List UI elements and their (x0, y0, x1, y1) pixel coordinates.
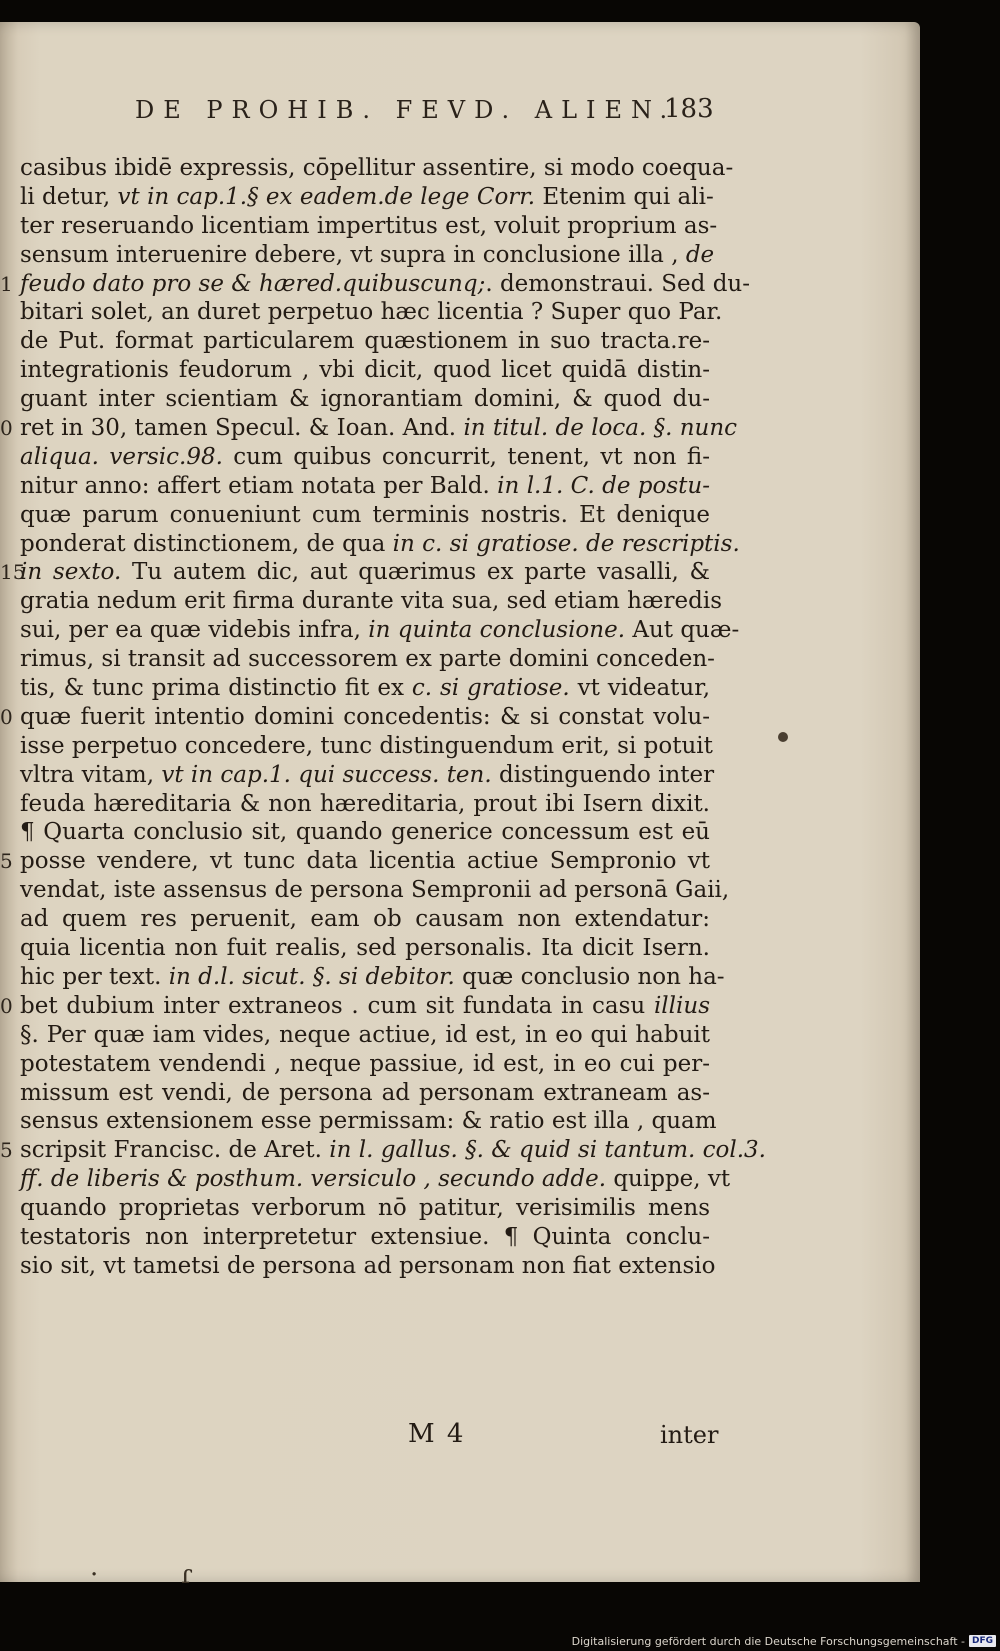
margin-line-number: 0 (0, 416, 13, 441)
italic-citation: in sexto. (20, 559, 122, 586)
roman-text: vendat, iste assensus de persona Sempronii ad personā Gaii, (20, 877, 730, 904)
text-line (0, 1136, 766, 1165)
text-line (20, 443, 710, 472)
text-line (0, 270, 751, 299)
roman-text: Etenim qui ali- (535, 183, 714, 210)
roman-text: distinguendo inter (491, 761, 715, 788)
text-line (20, 530, 740, 559)
italic-citation: vt in cap.1. qui success. ten. (161, 761, 492, 788)
roman-text: quæ parum conueniunt cum terminis nostris. Et denique (20, 501, 710, 528)
text-line (20, 1079, 710, 1108)
margin-line-number: 5 (0, 1138, 13, 1163)
text-line (20, 327, 710, 356)
text-line (0, 414, 738, 443)
dfg-logo: DFG (969, 1635, 996, 1647)
margin-line-number: 1 (0, 271, 13, 296)
italic-citation: in quinta conclusione. (368, 617, 626, 644)
text-line (20, 472, 710, 501)
text-line (20, 761, 715, 790)
roman-text: tis, & tunc prima distinctio fit ex (20, 675, 412, 702)
book-page (0, 22, 920, 1590)
signature-mark: M 4 (408, 1419, 466, 1449)
page-specks: · ɾ (90, 1560, 193, 1590)
folio-number: 183 (664, 94, 714, 124)
text-line (20, 501, 710, 530)
text-line (20, 385, 710, 414)
text-line (20, 1050, 710, 1079)
roman-text: ter reseruando licentiam impertitus est, voluit proprium as- (20, 212, 718, 239)
italic-citation: in d.l. sicut. §. si debitor. (168, 963, 455, 990)
text-line (20, 356, 710, 385)
roman-text: sensum interuenire debere, vt supra in conclusione illa , (20, 241, 686, 268)
roman-text: potestatem vendendi , neque passiue, id est, in eo cui per- (20, 1050, 710, 1077)
margin-line-number: 15 (0, 560, 26, 585)
roman-text: quia licentia non fuit realis, sed personalis. Ita dicit Isern. (20, 935, 710, 962)
italic-citation: vt in cap.1.§ ex eadem.de lege Corr. (117, 183, 536, 210)
italic-citation: in titul. de loca. §. nunc (463, 415, 738, 442)
italic-citation: feudo dato pro se & hæred.quibuscunq; (20, 270, 486, 297)
text-line (20, 1107, 717, 1136)
roman-text: isse perpetuo concedere, tunc distinguendum erit, si potuit (20, 732, 713, 759)
text-line (20, 790, 710, 819)
roman-text: ponderat distinctionem, de qua (20, 530, 393, 557)
roman-text: Tu autem dic, aut quærimus ex parte vasalli, & (121, 559, 710, 586)
catchword: inter (660, 1421, 719, 1449)
text-line (20, 674, 710, 703)
roman-text: quæ conclusio non ha- (454, 963, 725, 990)
roman-text: guant inter scientiam & ignorantiam domini, & quod du- (20, 386, 710, 413)
digitization-footer (0, 1631, 1000, 1651)
italic-citation: c. si gratiose. (411, 675, 570, 702)
italic-citation: ff. de liberis & posthum. versiculo , secundo adde. (20, 1166, 607, 1193)
running-head: DE PROHIB. FEVD. ALIEN. (135, 96, 677, 124)
roman-text: vltra vitam, (20, 761, 162, 788)
roman-text: rimus, si transit ad successorem ex parte domini conceden- (20, 646, 715, 673)
roman-text: sensus extensionem esse permissam: & ratio est illa , quam (20, 1108, 717, 1135)
roman-text: nitur anno: affert etiam notata per Bald. (20, 472, 498, 499)
text-line (20, 1223, 710, 1252)
text-line (20, 587, 723, 616)
roman-text: . demonstraui. Sed du- (485, 270, 751, 297)
roman-text: ret in 30, tamen Specul. & Ioan. And. (20, 415, 464, 442)
italic-citation: in l. gallus. §. & quid si tantum. col.3. (329, 1137, 766, 1164)
text-line (20, 645, 715, 674)
roman-text: hic per text. (20, 963, 169, 990)
text-line (20, 732, 713, 761)
roman-text: missum est vendi, de persona ad personam extraneam as- (20, 1079, 710, 1106)
text-line (20, 905, 710, 934)
italic-citation: in c. si gratiose. de rescriptis. (392, 530, 740, 557)
text-line (0, 992, 710, 1021)
text-line (20, 1194, 710, 1223)
roman-text: posse vendere, vt tunc data licentia actiue Sempronio vt (20, 848, 710, 875)
margin-line-number: 5 (0, 849, 13, 874)
main-text-block (0, 154, 766, 1281)
roman-text: li detur, (20, 183, 118, 210)
text-line (20, 241, 715, 270)
text-line (0, 847, 710, 876)
text-line (20, 616, 740, 645)
text-line (0, 558, 710, 587)
roman-text: quæ fuerit intentio domini concedentis: & si constat volu- (20, 703, 710, 730)
text-line (20, 963, 725, 992)
text-line (20, 183, 714, 212)
roman-text: bitari solet, an duret perpetuo hæc licentia ? Super quo Par. (20, 299, 723, 326)
italic-citation: illius (653, 992, 710, 1019)
italic-citation: in l.1. C. de postu- (497, 472, 710, 499)
text-line (0, 703, 710, 732)
roman-text: Aut quæ- (625, 617, 740, 644)
roman-text: quando proprietas verborum nō patitur, verisimilis mens (20, 1195, 710, 1222)
text-line (20, 876, 730, 905)
roman-text: gratia nedum erit firma durante vita sua, sed etiam hæredis (20, 588, 723, 615)
roman-text: §. Per quæ iam vides, neque actiue, id est, in eo qui habuit (20, 1021, 710, 1048)
text-line (20, 298, 723, 327)
text-line (20, 1021, 710, 1050)
roman-text: vt videatur, (569, 675, 711, 702)
roman-text: quippe, vt (606, 1166, 731, 1193)
roman-text: cum quibus concurrit, tenent, vt non fi- (222, 443, 710, 470)
text-line (20, 818, 710, 847)
roman-text: testatoris non interpretetur extensiue. ¶ Quinta conclu- (20, 1223, 710, 1250)
roman-text: sui, per ea quæ videbis infra, (20, 617, 369, 644)
roman-text: ad quem res peruenit, eam ob causam non extendatur: (20, 906, 710, 933)
roman-text: de Put. format particularem quæstionem in suo tracta.re- (20, 328, 710, 355)
ink-spot (778, 732, 788, 742)
italic-citation: de (685, 241, 715, 268)
text-line (20, 934, 710, 963)
text-line (20, 154, 734, 183)
text-line (20, 1165, 731, 1194)
italic-citation: aliqua. versic.98. (20, 443, 223, 470)
roman-text: bet dubium inter extraneos . cum sit fundata in casu (20, 992, 654, 1019)
roman-text: ¶ Quarta conclusio sit, quando generice concessum est eū (20, 819, 710, 846)
roman-text: sio sit, vt tametsi de persona ad personam non fiat extensio (20, 1252, 716, 1279)
roman-text: feuda hæreditaria & non hæreditaria, prout ibi Isern dixit. (20, 790, 710, 817)
text-line (20, 1252, 716, 1281)
roman-text: scripsit Francisc. de Aret. (20, 1137, 330, 1164)
roman-text: casibus ibidē expressis, cōpellitur assentire, si modo coequa- (20, 155, 734, 181)
margin-line-number: 0 (0, 704, 13, 729)
roman-text: integrationis feudorum , vbi dicit, quod licet quidā distin- (20, 357, 710, 384)
margin-line-number: 0 (0, 993, 13, 1018)
text-line (20, 212, 718, 241)
funding-notice: Digitalisierung gefördert durch die Deutsche Forschungsgemeinschaft - (571, 1634, 965, 1648)
